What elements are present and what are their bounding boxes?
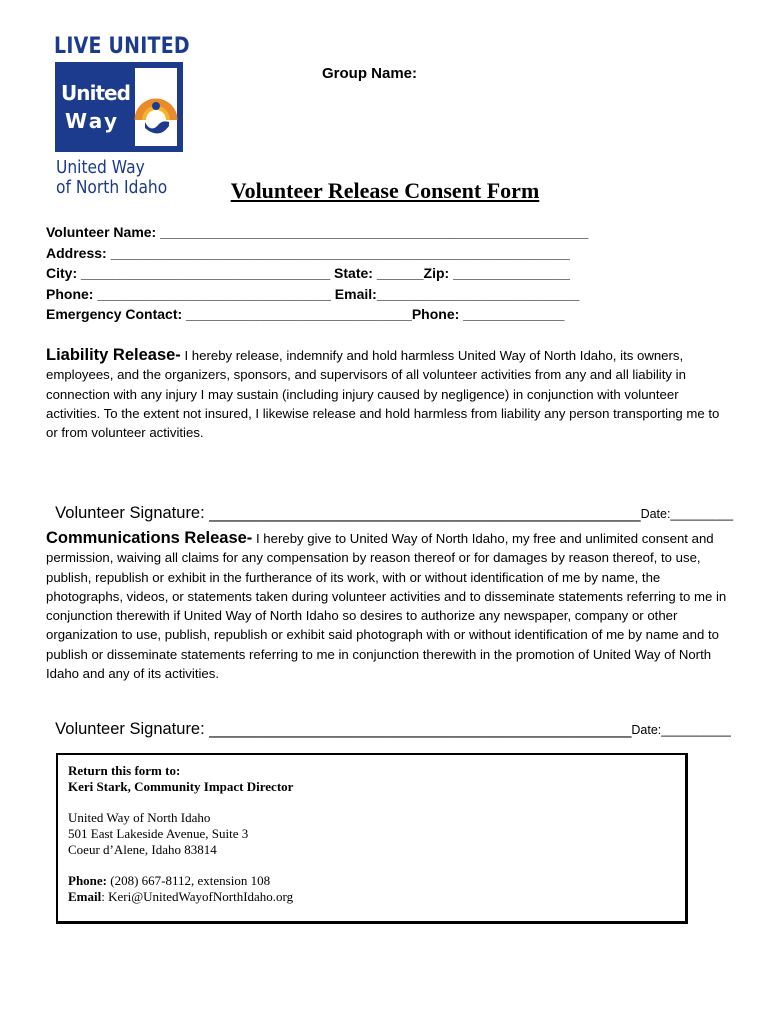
signature-line[interactable]: _______________________________________________ [209,504,641,522]
signature-line[interactable]: ______________________________________________ [209,720,632,738]
communications-release-heading: Communications Release- [46,529,253,547]
phone-label: Phone: [68,873,107,888]
return-email [68,889,685,905]
logo-org-line2: of North Idaho [56,177,168,198]
address-field[interactable]: Address: ___________________________________________________________ [46,244,570,261]
date-line[interactable]: __________ [661,723,731,737]
return-contact-name: Keri Stark, Community Impact Director [68,779,294,794]
liability-release-heading: Liability Release- [46,346,181,364]
date-label: Date: [640,507,671,521]
logo-org-line1: United Way [56,157,145,178]
return-phone [68,873,685,889]
return-street: 501 East Lakeside Avenue, Suite 3 [68,826,249,841]
return-city: Coeur d’Alene, Idaho 83814 [68,842,217,857]
group-name-label: Group Name: [322,65,418,82]
communications-release-text: I hereby give to United Way of North Idaho, my free and unlimited consent and permission, waiving all claims for any compensation by reason thereof or for damages by reason thereof, to use, publish, republish or exhibit in the furtherance of its work, with or without identification of me by name, the photographs, videos, or statements taken during volunteer activities and to disseminate statements referring to me in conjunction therewith if United Way of North Idaho so desires to authorize any newspaper, company or other organization to use, publish, republish or exhibit said photograph with or without identification of me by name and to publish or disseminate statements referring to me in conjunction therewith in the promotion of United Way of North Idaho and any of its activities. [46,531,727,682]
volunteer-info-fields [46,222,588,325]
email-label: Email [68,889,102,904]
email-value[interactable]: : Keri@UnitedWayofNorthIdaho.org [101,889,294,904]
communications-release-section [46,529,730,683]
return-form-box [56,753,688,924]
form-title: Volunteer Release Consent Form [230,178,540,203]
return-instruction: Return this form to: [68,763,181,778]
logo-box-line1: United [61,81,131,105]
volunteer-signature-1[interactable] [46,485,733,523]
liability-release-section [46,346,730,442]
volunteer-signature-2[interactable] [46,701,731,739]
logo-tagline: LIVE UNITED [54,34,190,59]
signature-label: Volunteer Signature: [55,504,210,522]
return-org: United Way of North Idaho [68,810,211,825]
liability-release-text: I hereby release, indemnify and hold harmless United Way of North Idaho, its owners, employees, and the organizers, sponsors, and supervisors of all volunteer activities from any and all liability in connection with any injury I may sustain (including injury caused by negligence) in conjunction with volunteer activities. To the extent not insured, I likewise release and hold harmless from liability any person transporting me to or from volunteer activities. [46,348,720,441]
city-state-zip-field[interactable]: City: ________________________________ State: ______Zip: _______________ [46,265,570,281]
emergency-contact-field[interactable]: Emergency Contact: _____________________________Phone: _____________ [46,306,565,322]
volunteer-name-field[interactable]: Volunteer Name: _______________________________________________________ [46,224,589,240]
united-way-hand-logo-icon [55,62,183,152]
logo-box-line2: Way [65,109,117,133]
date-label: Date: [631,723,662,737]
signature-label: Volunteer Signature: [55,720,210,738]
phone-value: (208) 667-8112, extension 108 [107,873,271,888]
date-line[interactable]: _________ [670,507,734,521]
phone-email-field[interactable]: Phone: ______________________________ Email:__________________________ [46,285,580,302]
united-way-logo [54,34,190,198]
